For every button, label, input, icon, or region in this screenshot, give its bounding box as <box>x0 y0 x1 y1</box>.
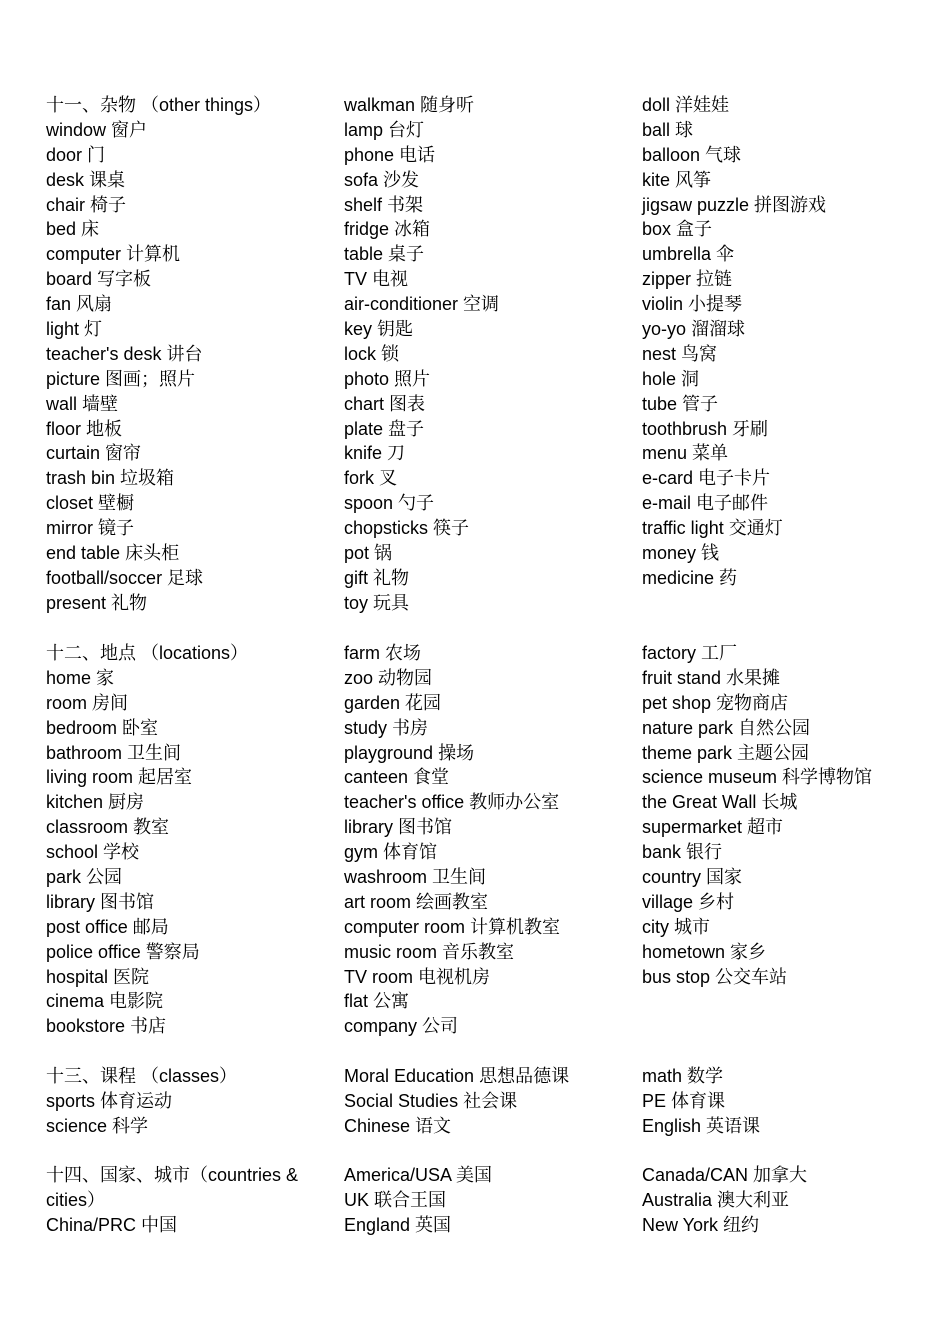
vocab-entry: bus stop 公交车站 <box>642 966 788 987</box>
vocab-entry: home 家 <box>46 667 115 688</box>
vocab-entry: nature park 自然公园 <box>642 717 811 738</box>
vocab-entry: nest 鸟窝 <box>642 343 718 364</box>
vocab-entry: hometown 家乡 <box>642 941 767 962</box>
column-right <box>642 93 942 591</box>
vocab-entry: umbrella 伞 <box>642 244 735 265</box>
vocab-entry: lock 锁 <box>344 343 400 364</box>
vocab-entry: computer room 计算机教室 <box>344 916 561 937</box>
column-middle <box>344 93 624 616</box>
vocab-entry: bank 银行 <box>642 842 723 863</box>
vocab-entry: phone 电话 <box>344 144 436 165</box>
vocab-entry: room 房间 <box>46 692 129 713</box>
vocab-entry: library 图书馆 <box>344 817 453 838</box>
vocab-entry: hospital 医院 <box>46 966 150 987</box>
vocab-entry: key 钥匙 <box>344 319 414 340</box>
vocab-entry: knife 刀 <box>344 443 406 464</box>
vocab-entry: police office 警察局 <box>46 941 200 962</box>
vocab-entry: company 公司 <box>344 1016 459 1037</box>
vocab-entry: chopsticks 筷子 <box>344 518 470 539</box>
vocab-entry: traffic light 交通灯 <box>642 518 783 539</box>
column-left <box>46 93 316 616</box>
vocab-entry: chair 椅子 <box>46 194 127 215</box>
vocab-entry: country 国家 <box>642 867 743 888</box>
vocab-entry: door 门 <box>46 144 106 165</box>
vocab-entry: plate 盘子 <box>344 418 425 439</box>
vocab-entry: garden 花园 <box>344 692 442 713</box>
vocab-entry: New York 纽约 <box>642 1214 760 1235</box>
vocab-entry: art room 绘画教室 <box>344 891 489 912</box>
vocab-entry: the Great Wall 长城 <box>642 792 798 813</box>
vocab-entry: floor 地板 <box>46 418 123 439</box>
vocab-entry: study 书房 <box>344 717 429 738</box>
vocab-entry: Moral Education 思想品德课 <box>344 1066 570 1086</box>
vocab-entry: tube 管子 <box>642 393 719 414</box>
vocab-entry: sports 体育运动 <box>46 1090 173 1111</box>
column-middle <box>344 1163 624 1238</box>
vocab-entry: walkman 随身听 <box>344 95 475 115</box>
vocab-entry: theme park 主题公园 <box>642 742 810 763</box>
vocab-entry: chart 图表 <box>344 393 426 414</box>
vocab-entry: post office 邮局 <box>46 916 169 937</box>
vocab-entry: Canada/CAN 加拿大 <box>642 1165 808 1185</box>
vocab-entry: cities） <box>46 1189 106 1210</box>
column-middle <box>344 1064 624 1139</box>
vocab-entry: spoon 勺子 <box>344 493 435 514</box>
vocab-entry: money 钱 <box>642 543 720 564</box>
vocab-entry: wall 墙壁 <box>46 393 119 414</box>
vocab-entry: flat 公寓 <box>344 991 410 1012</box>
vocab-entry: end table 床头柜 <box>46 543 180 564</box>
vocab-entry: PE 体育课 <box>642 1090 726 1111</box>
vocab-entry: light 灯 <box>46 319 103 340</box>
column-left <box>46 641 316 1039</box>
vocab-entry: classroom 教室 <box>46 817 170 838</box>
vocab-entry: fruit stand 水果摊 <box>642 667 781 688</box>
vocab-entry: teacher's office 教师办公室 <box>344 792 560 813</box>
column-left <box>46 1163 316 1238</box>
vocab-entry: photo 照片 <box>344 368 431 389</box>
vocab-entry: e-mail 电子邮件 <box>642 493 769 514</box>
column-right <box>642 1064 942 1139</box>
vocab-entry: living room 起居室 <box>46 767 193 788</box>
vocab-entry: box 盒子 <box>642 219 713 240</box>
vocab-entry: zoo 动物园 <box>344 667 433 688</box>
vocab-entry: hole 洞 <box>642 368 700 389</box>
vocab-entry: kitchen 厨房 <box>46 792 145 813</box>
vocab-entry: China/PRC 中国 <box>46 1214 178 1235</box>
vocab-entry: kite 风筝 <box>642 169 712 190</box>
vocab-entry: fork 叉 <box>344 468 398 489</box>
vocab-entry: school 学校 <box>46 842 140 863</box>
vocab-entry: jigsaw puzzle 拼图游戏 <box>642 194 827 215</box>
vocab-entry: yo-yo 溜溜球 <box>642 319 746 340</box>
vocab-entry: factory 工厂 <box>642 643 738 663</box>
vocab-entry: teacher's desk 讲台 <box>46 343 203 364</box>
vocab-entry: Social Studies 社会课 <box>344 1090 518 1111</box>
vocab-entry: park 公园 <box>46 867 123 888</box>
vocab-entry: mirror 镜子 <box>46 518 134 539</box>
vocab-entry: science museum 科学博物馆 <box>642 767 873 788</box>
vocab-entry: e-card 电子卡片 <box>642 468 771 489</box>
vocab-entry: doll 洋娃娃 <box>642 95 730 115</box>
vocab-entry: present 礼物 <box>46 592 148 613</box>
vocab-entry: shelf 书架 <box>344 194 424 215</box>
section-heading: 十三、课程 （classes） <box>46 1066 238 1086</box>
vocab-entry: farm 农场 <box>344 643 422 663</box>
vocab-entry: cinema 电影院 <box>46 991 164 1012</box>
vocab-entry: ball 球 <box>642 119 694 140</box>
vocab-entry: desk 课桌 <box>46 169 126 190</box>
vocab-entry: menu 菜单 <box>642 443 729 464</box>
vocab-entry: bookstore 书店 <box>46 1016 167 1037</box>
vocab-entry: Chinese 语文 <box>344 1115 452 1136</box>
vocab-entry: TV room 电视机房 <box>344 966 491 987</box>
vocab-entry: music room 音乐教室 <box>344 941 515 962</box>
vocab-entry: science 科学 <box>46 1115 149 1136</box>
vocab-entry: curtain 窗帘 <box>46 443 142 464</box>
column-right <box>642 1163 942 1238</box>
vocab-entry: gym 体育馆 <box>344 842 438 863</box>
vocab-entry: sofa 沙发 <box>344 169 420 190</box>
vocab-entry: canteen 食堂 <box>344 767 450 788</box>
vocab-entry: pet shop 宠物商店 <box>642 692 789 713</box>
vocab-entry: supermarket 超市 <box>642 817 784 838</box>
vocab-entry: balloon 气球 <box>642 144 742 165</box>
section-heading: 十一、杂物 （other things） <box>46 95 272 115</box>
vocab-entry: table 桌子 <box>344 244 425 265</box>
vocab-entry: zipper 拉链 <box>642 269 733 290</box>
column-right <box>642 641 942 989</box>
vocab-entry: math 数学 <box>642 1066 724 1086</box>
vocab-entry: TV 电视 <box>344 269 409 290</box>
vocab-entry: bedroom 卧室 <box>46 717 159 738</box>
section-heading: 十二、地点 （locations） <box>46 643 249 663</box>
vocab-entry: football/soccer 足球 <box>46 567 204 588</box>
vocab-entry: trash bin 垃圾箱 <box>46 468 175 489</box>
vocab-entry: window 窗户 <box>46 119 148 140</box>
vocab-entry: fridge 冰箱 <box>344 219 431 240</box>
vocab-entry: medicine 药 <box>642 567 738 588</box>
vocab-entry: closet 壁橱 <box>46 493 135 514</box>
vocab-entry: playground 操场 <box>344 742 475 763</box>
vocab-entry: bed 床 <box>46 219 100 240</box>
vocab-entry: gift 礼物 <box>344 567 410 588</box>
vocab-entry: washroom 卫生间 <box>344 867 487 888</box>
vocab-entry: computer 计算机 <box>46 244 181 265</box>
vocab-entry: bathroom 卫生间 <box>46 742 182 763</box>
section-heading: 十四、国家、城市（countries & <box>46 1165 299 1185</box>
vocab-entry: toy 玩具 <box>344 592 410 613</box>
vocab-entry: toothbrush 牙刷 <box>642 418 769 439</box>
vocab-entry: village 乡村 <box>642 891 735 912</box>
vocab-entry: air-conditioner 空调 <box>344 294 500 315</box>
column-middle <box>344 641 624 1039</box>
vocab-entry: UK 联合王国 <box>344 1189 447 1210</box>
vocab-entry: pot 锅 <box>344 543 393 564</box>
vocab-entry: Australia 澳大利亚 <box>642 1189 790 1210</box>
vocab-entry: board 写字板 <box>46 269 152 290</box>
vocab-entry: America/USA 美国 <box>344 1165 493 1185</box>
vocab-entry: England 英国 <box>344 1214 452 1235</box>
vocab-entry: violin 小提琴 <box>642 294 743 315</box>
vocab-entry: city 城市 <box>642 916 711 937</box>
vocab-entry: picture 图画；照片 <box>46 368 196 389</box>
vocab-entry: English 英语课 <box>642 1115 761 1136</box>
column-left <box>46 1064 316 1139</box>
vocab-entry: lamp 台灯 <box>344 119 425 140</box>
vocab-entry: fan 风扇 <box>46 294 113 315</box>
vocab-entry: library 图书馆 <box>46 891 155 912</box>
